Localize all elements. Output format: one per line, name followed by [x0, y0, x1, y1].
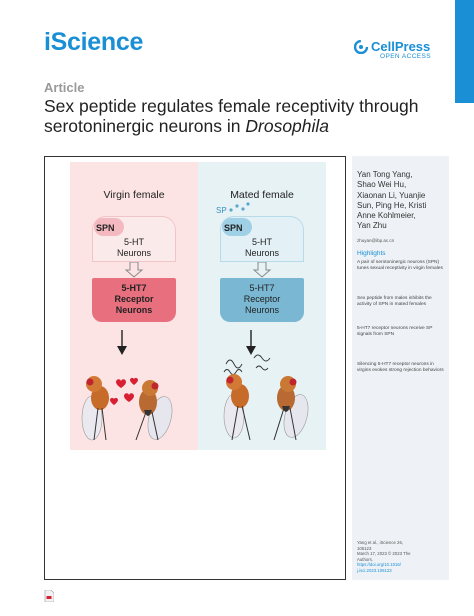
mated-title: Mated female: [230, 189, 294, 201]
mated-receptor-label-1: 5-HT7: [249, 283, 275, 293]
mated-sp-label: SP: [216, 206, 227, 215]
title-text: Sex peptide regulates female receptivity through serotoninergic neurons in: [44, 96, 419, 136]
virgin-spn-label: SPN: [96, 223, 115, 233]
article-title: [44, 96, 454, 136]
down-arrow-icon: [252, 262, 272, 278]
citation: [357, 540, 447, 574]
publisher-name: CellPress: [371, 39, 431, 54]
fly-icon: [136, 380, 176, 442]
virgin-receptor-label-1: 5-HT7: [121, 283, 147, 293]
virgin-outcome-arrow: [115, 330, 129, 356]
virgin-neurons-label: Neurons: [116, 248, 152, 258]
highlight-item: Silencing 5-HT7 receptor neurons in virgins evokes strong rejection behaviors: [357, 362, 444, 374]
courting-flies-illustration: [72, 360, 192, 448]
doi-link[interactable]: https://doi.org/10.1016/: [357, 562, 401, 568]
cellpress-logo-icon: [354, 40, 368, 54]
author-line: Yan Zhu: [357, 221, 387, 231]
pdf-icon[interactable]: [44, 590, 54, 602]
author-list: [357, 170, 447, 232]
doi-link[interactable]: j.isci.2023.106123: [357, 567, 392, 573]
header-accent-bar: [455, 0, 474, 103]
highlight-item: 5-HT7 receptor neurons receive SP signals from SPN: [357, 326, 433, 338]
citation-line: 106123: [357, 545, 372, 551]
title-species: Drosophila: [245, 116, 330, 136]
publisher-logo: [354, 39, 430, 54]
mated-spn-label: SPN: [224, 223, 243, 233]
fly-icon: [274, 376, 312, 440]
article-type: Article: [44, 80, 85, 95]
heart-icon: [110, 378, 138, 405]
citation-line: March 17, 2023 © 2023 The: [357, 551, 411, 557]
virgin-title: Virgin female: [103, 189, 165, 201]
fly-icon: [82, 376, 109, 440]
mated-receptor-label-2: Receptor: [243, 294, 281, 304]
journal-name: iScience: [44, 28, 144, 56]
author-line: Anne Kohlmeier,: [357, 211, 416, 221]
highlights-heading: Highlights: [357, 250, 386, 257]
highlight-item: Sex peptide from males inhibits the activity of SPN in mated females: [357, 296, 432, 308]
sp-peptide-icon: [228, 200, 252, 214]
highlight-item: A pair of serotoninergic neurons (SPN) tunes sexual receptivity in virgin females: [357, 260, 443, 272]
fly-icon: [224, 374, 250, 440]
mated-neurons-label: Neurons: [244, 248, 280, 258]
virgin-receptor-label-2: Receptor: [114, 294, 154, 304]
corresponding-email[interactable]: zhuyan@ibp.ac.cn: [357, 238, 395, 243]
citation-line: Yang et al., iScience 26,: [357, 540, 404, 545]
down-arrow-icon: [124, 262, 144, 278]
mated-5ht-label: 5-HT: [252, 237, 272, 247]
author-line: Xiaonan Li, Yuanjie: [357, 190, 426, 200]
author-line: Shao Wei Hu,: [357, 180, 407, 190]
virgin-receptor-label-3: Neurons: [115, 305, 153, 315]
rejecting-flies-illustration: [204, 350, 328, 448]
citation-line: Authors.: [357, 556, 374, 562]
author-line: Sun, Ping He, Kristi: [357, 200, 427, 210]
mated-receptor-label-3: Neurons: [244, 305, 280, 315]
squiggle-icon: [224, 355, 270, 375]
open-access-label: OPEN ACCESS: [380, 53, 431, 60]
virgin-5ht-label: 5-HT: [124, 237, 144, 247]
author-line: Yan Tong Yang,: [357, 170, 413, 179]
